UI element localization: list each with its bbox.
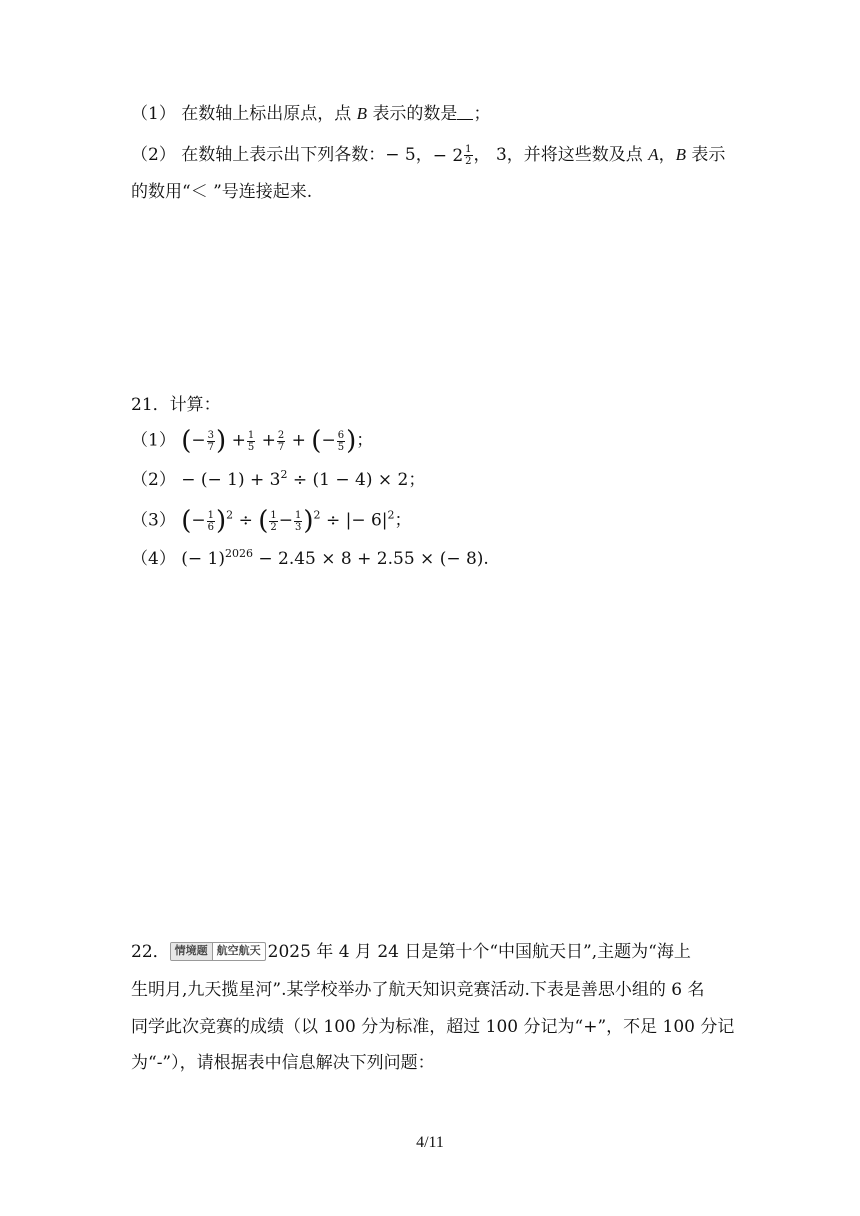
tag-badge: 情境题 航空航天 (170, 942, 266, 961)
q21-item-2: （2） − (− $1) + 3^2 \div (1 - 4) \times 2$； (131, 468, 426, 490)
q20-part1: （1） 在数轴上标出原点，点 B 表示的数是 ； (131, 104, 491, 124)
answer-blank[interactable] (457, 105, 473, 120)
q21-item-4: （4） (− 1)$^{2026}$ − 2.45 × 8 + 2.55 × (− 8). (131, 547, 489, 569)
q21-item-3: （3） (− $\frac{1}{6}$ )$^2$ ÷ ( $\frac{1}{2}$ − $\frac{1}{3}$ )$^2$ ÷ |− $6|^2$； (131, 506, 412, 536)
mixed-number: − 2 $\frac{1}{2}$ (432, 144, 472, 167)
q21-item-1: （1） (− $\frac{3}{7}$ ) + $\frac{1}{5}$ + $\frac{2}{7}$ + (− $\frac{6}{5}$ )； (131, 426, 374, 456)
q22-line1: 22． 情境题 航空航天 2025 年 4 月 24 日是第十个“中国航天日”,主题为“海上 (131, 940, 691, 964)
page-number: 4/11 (416, 1134, 444, 1151)
q20-part2-line1: （2） 在数轴上表示出下列各数：− 5， − 2 $\frac{1}{2}$ ， 3，并将这些数及点 A，B 表示 (131, 144, 726, 167)
q22-line2: 生明月,九天揽星河”.某学校举办了航天知识竞赛活动.下表是善思小组的 6 名 (131, 980, 705, 1000)
q22-line3: 同学此次竞赛的成绩（以 100 分为标准，超过 100 分记为“+”，不足 100 分记 (131, 1017, 735, 1037)
q22-line4: 为“-”），请根据表中信息解决下列问题： (131, 1053, 435, 1073)
q21-title: 21．计算： (131, 395, 221, 415)
q20-part2-line2: 的数用“＜ ”号连接起来. (131, 182, 313, 202)
